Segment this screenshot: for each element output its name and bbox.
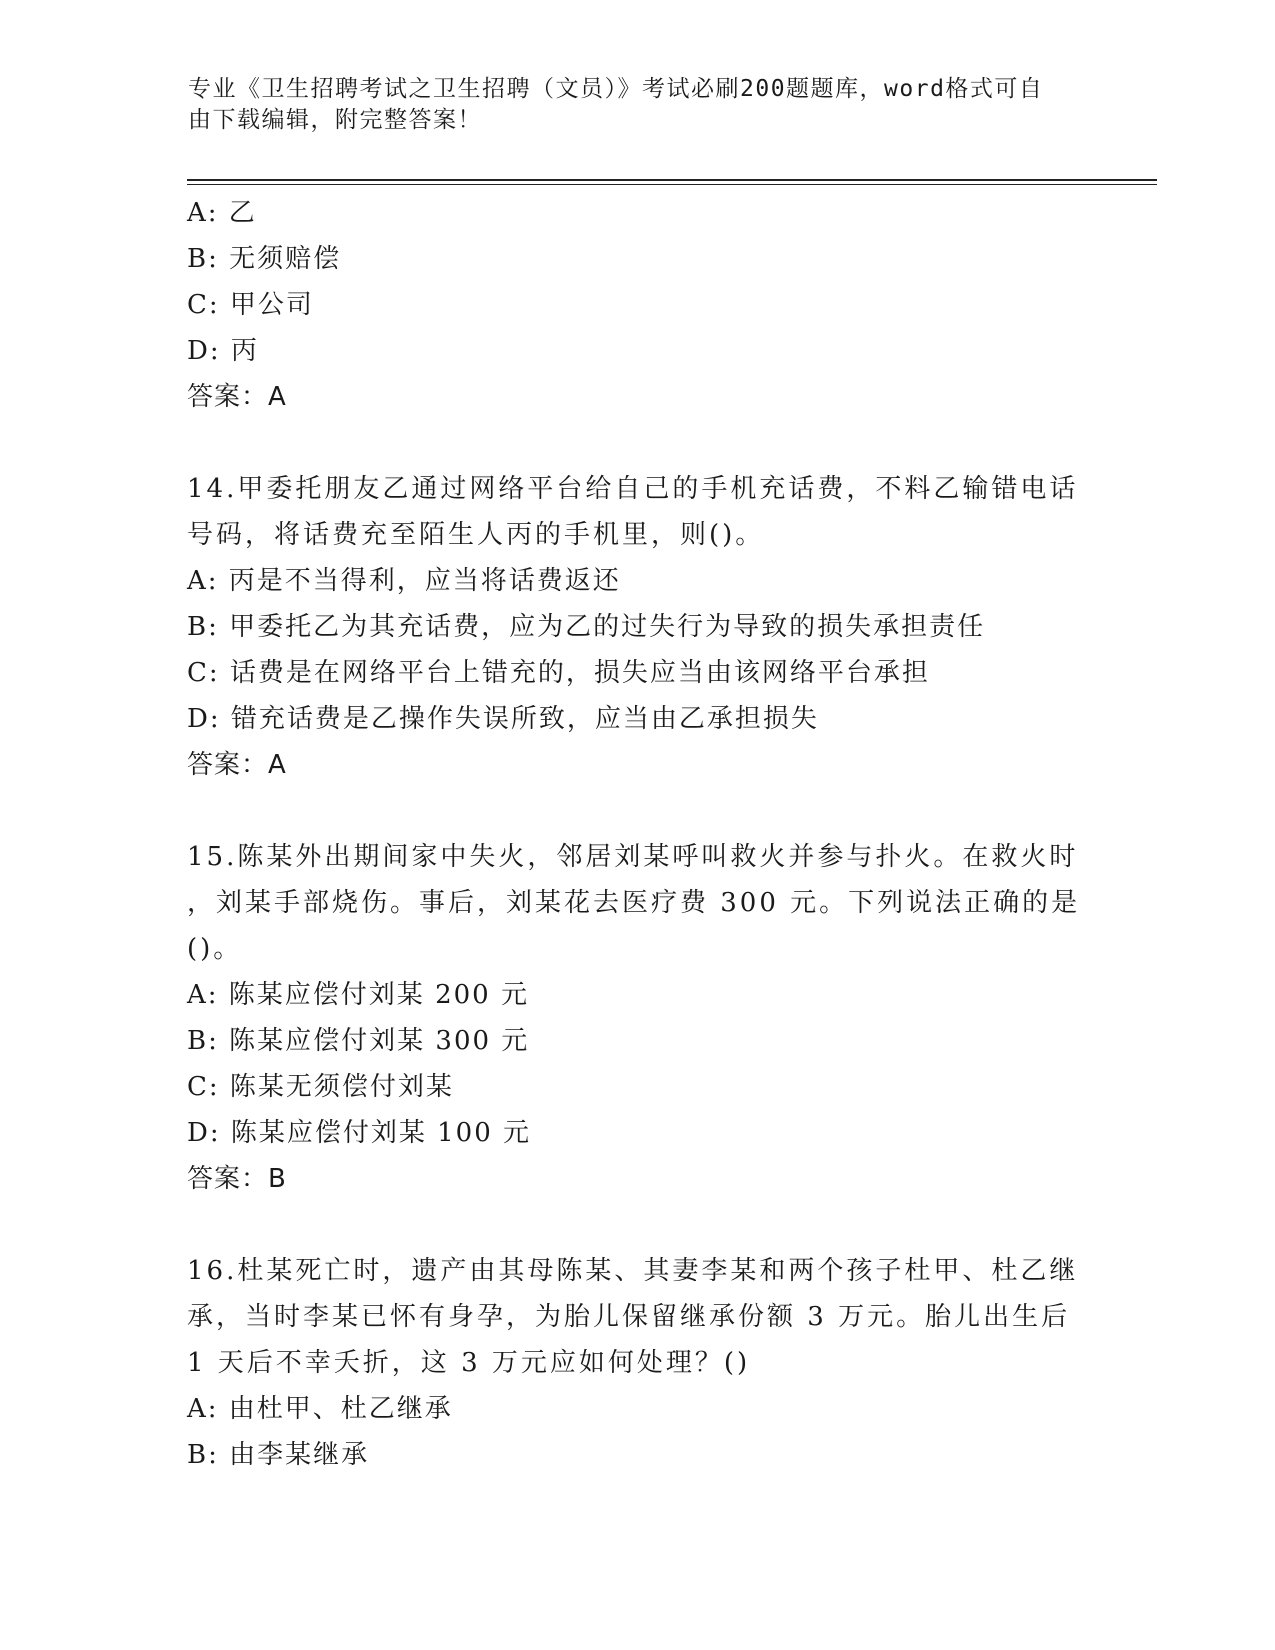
question-text-line: ，刘某手部烧伤。事后，刘某花去医疗费 300 元。下列说法正确的是 <box>187 888 1081 918</box>
option-c: C: 甲公司 <box>187 290 314 320</box>
question-16 <box>187 1248 1087 1478</box>
spacer <box>187 788 1087 834</box>
document-header <box>188 74 1068 136</box>
option-a: A: 陈某应偿付刘某 200 元 <box>187 980 529 1010</box>
header-divider-thick <box>187 179 1157 181</box>
option-c: C: 陈某无须偿付刘某 <box>187 1072 454 1102</box>
option-d: D: 丙 <box>187 336 259 366</box>
spacer <box>187 1202 1087 1248</box>
question-text-line: 15.陈某外出期间家中失火，邻居刘某呼叫救火并参与扑火。在救火时 <box>187 842 1079 872</box>
answer: 答案：A <box>187 750 287 780</box>
question-13 <box>187 190 1087 420</box>
question-text-line: ()。 <box>187 934 243 964</box>
option-b: B: 无须赔偿 <box>187 244 342 274</box>
header-divider-thin <box>187 184 1157 185</box>
answer: 答案：A <box>187 382 287 412</box>
option-a: A: 丙是不当得利，应当将话费返还 <box>187 566 621 596</box>
question-content <box>187 190 1087 1478</box>
answer: 答案：B <box>187 1164 287 1194</box>
option-b: B: 甲委托乙为其充话费，应为乙的过失行为导致的损失承担责任 <box>187 612 986 642</box>
option-b: B: 陈某应偿付刘某 300 元 <box>187 1026 530 1056</box>
option-c: C: 话费是在网络平台上错充的，损失应当由该网络平台承担 <box>187 658 930 688</box>
question-15 <box>187 834 1087 1202</box>
header-line-2: 由下载编辑，附完整答案！ <box>188 107 482 133</box>
option-d: D: 错充话费是乙操作失误所致，应当由乙承担损失 <box>187 704 819 734</box>
option-b: B: 由李某继承 <box>187 1440 370 1470</box>
option-a: A: 乙 <box>187 198 257 228</box>
header-line-1: 专业《卫生招聘考试之卫生招聘（文员）》考试必刷200题题库，word格式可自 <box>188 76 1044 102</box>
option-a: A: 由杜甲、杜乙继承 <box>187 1394 453 1424</box>
question-text-line: 1 天后不幸夭折，这 3 万元应如何处理？() <box>187 1348 751 1378</box>
question-text-line: 16.杜某死亡时，遗产由其母陈某、其妻李某和两个孩子杜甲、杜乙继 <box>187 1256 1079 1286</box>
option-d: D: 陈某应偿付刘某 100 元 <box>187 1118 532 1148</box>
question-text-line: 14.甲委托朋友乙通过网络平台给自己的手机充话费，不料乙输错电话 <box>187 474 1079 504</box>
question-14 <box>187 466 1087 788</box>
question-text-line: 承，当时李某已怀有身孕，为胎儿保留继承份额 3 万元。胎儿出生后 <box>187 1302 1071 1332</box>
question-text-line: 号码，将话费充至陌生人丙的手机里，则()。 <box>187 520 765 550</box>
spacer <box>187 420 1087 466</box>
